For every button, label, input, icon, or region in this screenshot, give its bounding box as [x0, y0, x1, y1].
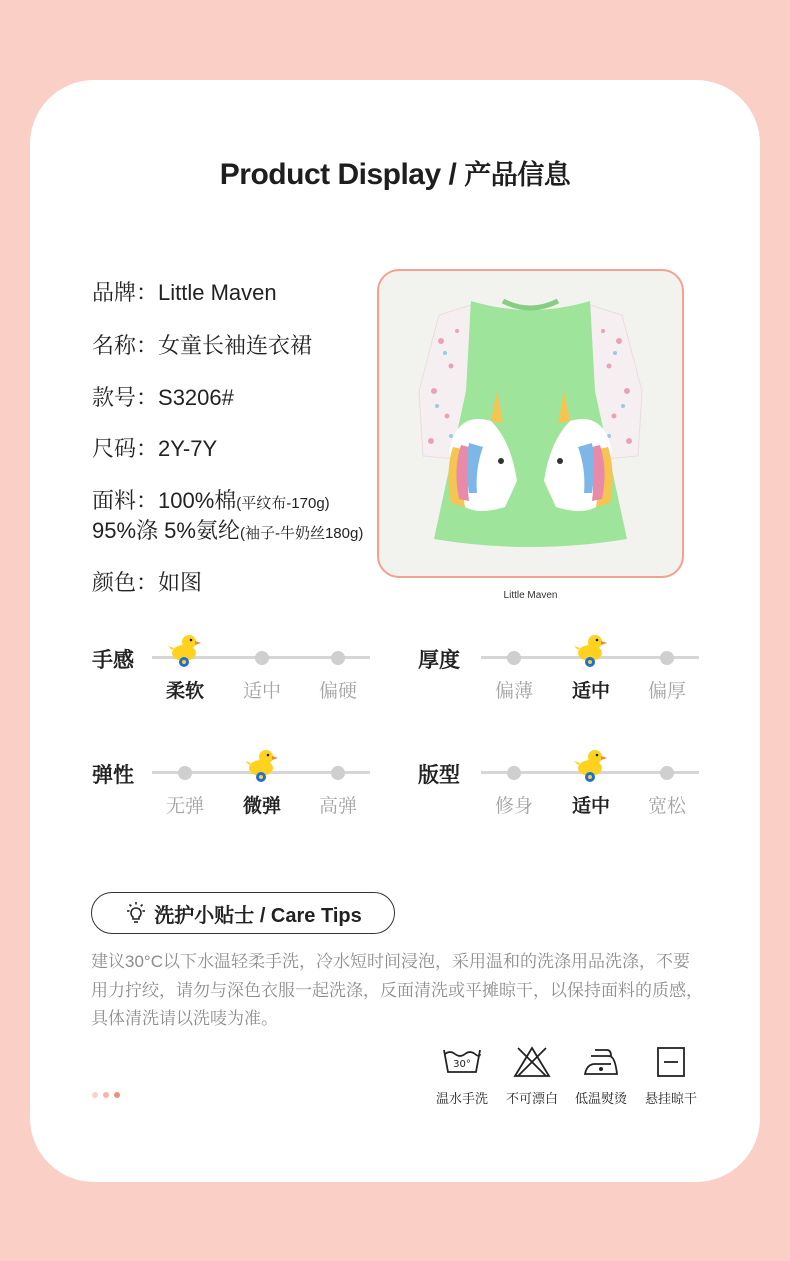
care-label: 不可漂白: [505, 1091, 558, 1106]
attribute-option: 高弹: [318, 796, 357, 817]
attribute-option: 适中: [571, 796, 610, 817]
care-label: 悬挂晾干: [644, 1091, 697, 1106]
attribute-option: 适中: [571, 681, 610, 702]
spec-value: 女童长袖连衣裙: [158, 333, 313, 358]
attribute-dot: [660, 766, 674, 780]
spec-label: 名称：: [92, 333, 159, 358]
attribute-option: 偏厚: [647, 681, 686, 702]
spec-label: 颜色：: [92, 570, 159, 595]
spec-size: [92, 432, 217, 463]
spec-label: 款号：: [92, 385, 159, 410]
spec-color: [92, 566, 202, 597]
duck-marker-icon: [574, 747, 608, 783]
spec-fabric-line2: [92, 514, 363, 545]
care-hang-dry: [636, 1046, 706, 1107]
attribute-dot: [255, 651, 269, 665]
hand-wash-icon: [442, 1046, 482, 1078]
no-bleach-icon: [512, 1046, 552, 1078]
attribute-dot: [331, 651, 345, 665]
spec-value: 95%涤 5%氨纶: [92, 518, 240, 543]
attribute-label: 弹性: [92, 764, 134, 787]
spec-label: 尺码：: [92, 436, 159, 461]
attribute-dot: [507, 766, 521, 780]
title-zh: 产品信息: [464, 160, 571, 190]
spec-note: (袖子-牛奶丝180g): [239, 525, 364, 542]
attribute-dot: [660, 651, 674, 665]
wash-temp: 30°: [453, 1059, 471, 1070]
spec-fabric: [92, 484, 330, 515]
spec-value: Little Maven: [158, 280, 277, 305]
duck-marker-icon: [574, 632, 608, 668]
attribute-option: 修身: [494, 796, 533, 817]
duck-marker-icon: [168, 632, 202, 668]
attribute-dot: [507, 651, 521, 665]
attribute-label: 手感: [92, 649, 134, 672]
care-no-bleach: [497, 1046, 567, 1107]
attribute-option: 偏薄: [494, 681, 533, 702]
title-separator: /: [440, 158, 465, 191]
title-en: Product Display: [219, 158, 441, 191]
dress-illustration: [379, 271, 682, 576]
care-label: 低温熨烫: [574, 1091, 627, 1106]
lightbulb-icon: [124, 901, 148, 925]
page-dots: [92, 1092, 120, 1098]
spec-value: 2Y-7Y: [158, 436, 218, 461]
page-dot: [103, 1092, 109, 1098]
low-iron-icon: [581, 1046, 621, 1078]
spec-value: 如图: [158, 570, 203, 595]
care-low-iron: [566, 1046, 636, 1107]
care-tips-label: 洗护小贴士 / Care Tips: [154, 904, 362, 927]
spec-value: 100%棉: [158, 488, 237, 513]
attribute-dot: [178, 766, 192, 780]
attribute-option: 微弹: [242, 796, 281, 817]
care-label: 温水手洗: [435, 1091, 488, 1106]
spec-note: (平纹布-170g): [236, 495, 330, 512]
spec-label: 品牌：: [92, 280, 159, 305]
spec-value: S3206#: [158, 385, 234, 410]
duck-marker-icon: [245, 747, 279, 783]
attribute-label: 版型: [418, 764, 460, 787]
page-dot: [92, 1092, 98, 1098]
attribute-option: 宽松: [647, 796, 686, 817]
attribute-option: 无弹: [165, 796, 204, 817]
care-tips-pill: [91, 892, 395, 934]
page-dot: [114, 1092, 120, 1098]
spec-style-no: [92, 381, 234, 412]
spec-name: [92, 329, 312, 360]
attribute-dot: [331, 766, 345, 780]
attribute-option: 偏硬: [318, 681, 357, 702]
spec-brand: [92, 276, 277, 307]
spec-label: 面料：: [92, 488, 159, 513]
product-photo: [377, 269, 684, 578]
attribute-option: 柔软: [165, 681, 204, 702]
care-hand-wash: [427, 1046, 497, 1107]
care-tips-text: 建议30°C以下水温轻柔手洗，冷水短时间浸泡，采用温和的洗涤用品洗涤，不要用力拧绞，请勿与深色衣服一起洗涤，反面清洗或平摊晾干，以保持面料的质感，具体清洗请以洗唛为准。: [91, 952, 703, 1028]
attribute-option: 适中: [242, 681, 281, 702]
page-title: [0, 153, 790, 192]
photo-caption: Little Maven: [503, 590, 558, 601]
attribute-label: 厚度: [418, 649, 460, 672]
hang-dry-icon: [651, 1046, 691, 1078]
